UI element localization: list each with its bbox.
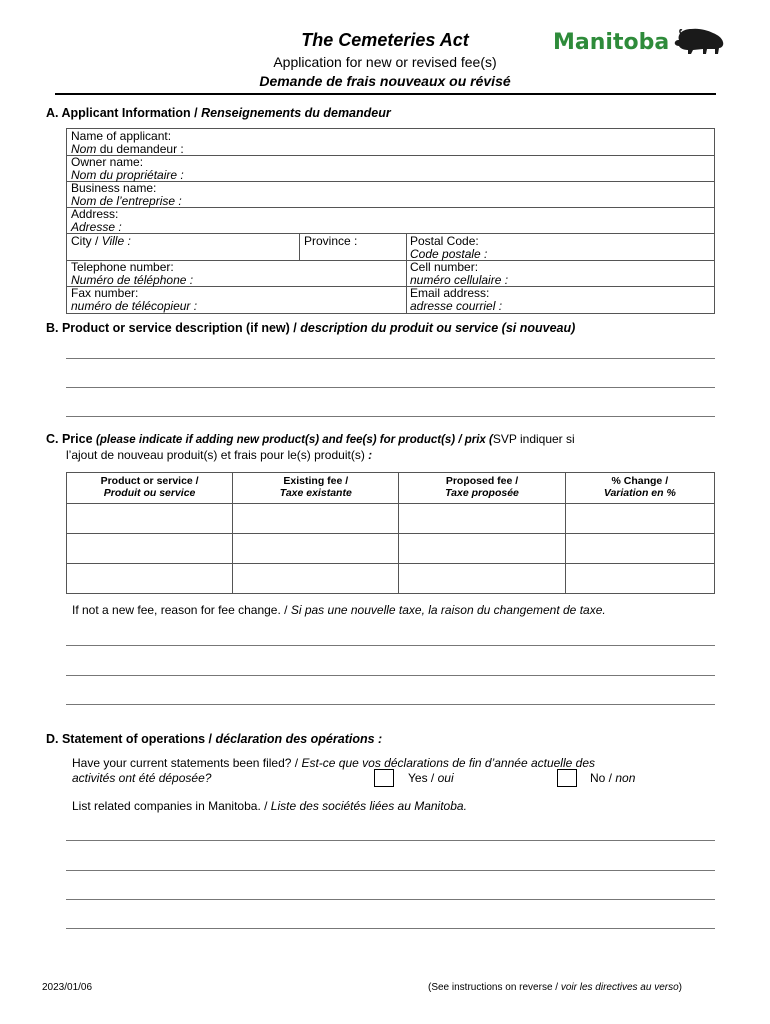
city-label-en: City / [71, 234, 99, 248]
section-c-heading-line2 [66, 449, 372, 462]
footer-note-en: (See instructions on reverse / [428, 982, 559, 993]
cell-label-en: Cell number: [410, 260, 479, 274]
section-d-heading-fr: déclaration des opérations : [215, 732, 383, 746]
business-label-fr: Nom de l’entreprise : [71, 194, 182, 208]
table-row [67, 504, 715, 534]
col-proposed-fr: Taxe proposée [445, 487, 519, 499]
form-title: The Cemeteries Act [301, 30, 469, 50]
table-cell[interactable] [399, 534, 565, 564]
table-cell[interactable] [233, 564, 399, 594]
cell-label-fr: numéro cellulaire : [410, 273, 509, 287]
logo-text: Manitoba [553, 30, 670, 55]
right-column-divider [406, 234, 407, 314]
phone-row[interactable] [67, 261, 714, 287]
description-line-3[interactable] [66, 416, 715, 417]
table-cell[interactable] [233, 504, 399, 534]
owner-label-en: Owner name: [71, 155, 144, 169]
fax-label-en: Fax number: [71, 286, 139, 300]
yes-label [408, 772, 454, 785]
footer-note-end: ) [678, 982, 683, 993]
address-label-en: Address: [71, 207, 119, 221]
city-label-fr: Ville : [101, 234, 131, 248]
section-b-heading-en: B. Product or service description (if new) / [46, 321, 297, 335]
section-c-heading-it: (please indicate if adding new product(s) and fee(s) for product(s) / prix ( [96, 434, 493, 446]
email-label-en: Email address: [410, 286, 490, 300]
col-existing-fr: Taxe existante [279, 487, 352, 499]
table-row [67, 564, 715, 594]
postal-label-en: Postal Code: [410, 234, 479, 248]
col-existing [233, 473, 399, 504]
list-label-en: List related companies in Manitoba. / [72, 799, 268, 813]
table-cell[interactable] [565, 534, 714, 564]
section-b-heading [46, 321, 575, 335]
business-label-en: Business name: [71, 181, 157, 195]
col-existing-en: Existing fee / [283, 475, 349, 487]
section-c-line2-text: l’ajout de nouveau produit(s) et frais pour le(s) produit(s) [66, 448, 365, 462]
table-cell[interactable] [233, 534, 399, 564]
col-change [565, 473, 714, 504]
col-product-fr: Produit ou service [103, 487, 196, 499]
table-cell[interactable] [399, 504, 565, 534]
name-label-fr-it: Nom [71, 142, 97, 156]
col-change-en: % Change / [611, 475, 669, 487]
postal-label-fr: Code postale : [410, 247, 488, 261]
name-label-en: Name of applicant: [71, 129, 172, 143]
address-row[interactable] [67, 208, 714, 234]
table-cell[interactable] [67, 564, 233, 594]
question-fr-1: Est-ce que vos déclarations de fin d’année actuelle des [301, 756, 595, 770]
form-date: 2023/01/06 [42, 982, 93, 993]
fax-label-fr: numéro de télécopieur : [71, 299, 198, 313]
city-divider [299, 234, 300, 261]
section-c-colon: : [368, 448, 373, 462]
name-label-fr: du demandeur : [99, 142, 184, 156]
city-row[interactable] [67, 234, 714, 261]
col-proposed [399, 473, 565, 504]
col-product-en: Product or service / [100, 475, 199, 487]
companies-line-1[interactable] [66, 840, 715, 841]
form-subtitle-en: Application for new or revised fee(s) [273, 54, 497, 70]
email-label-fr: adresse courriel : [410, 299, 503, 313]
no-label-en: No / [590, 771, 613, 785]
table-cell[interactable] [565, 504, 714, 534]
section-c-heading-prefix: C. Price [46, 432, 93, 446]
fax-row[interactable] [67, 287, 714, 313]
companies-line-3[interactable] [66, 899, 715, 900]
section-c-heading [46, 431, 726, 449]
phone-label-en: Telephone number: [71, 260, 174, 274]
col-proposed-en: Proposed fee / [445, 475, 519, 487]
description-line-1[interactable] [66, 358, 715, 359]
yes-label-fr: oui [437, 771, 454, 785]
yes-checkbox[interactable] [374, 769, 394, 787]
owner-label-fr: Nom du propriétaire : [71, 168, 184, 182]
list-label-fr: Liste des sociétés liées au Manitoba. [270, 799, 467, 813]
phone-label-fr: Numéro de téléphone : [71, 273, 194, 287]
business-row[interactable] [67, 182, 714, 208]
header-rule [55, 93, 716, 95]
reason-line-2[interactable] [66, 675, 715, 676]
table-cell[interactable] [565, 564, 714, 594]
no-checkbox[interactable] [557, 769, 577, 787]
question-en: Have your current statements been filed? / [72, 756, 299, 770]
form-subtitle-fr: Demande de frais nouveaux ou révisé [259, 73, 511, 89]
table-cell[interactable] [67, 504, 233, 534]
yes-label-en: Yes / [408, 771, 435, 785]
description-line-2[interactable] [66, 387, 715, 388]
footer-note-fr: voir les directives au verso [560, 982, 679, 993]
section-c-heading-rest: SVP indiquer si [492, 432, 575, 446]
col-product [67, 473, 233, 504]
companies-line-2[interactable] [66, 870, 715, 871]
footer-note [428, 982, 682, 993]
section-b-heading-fr: description du produit ou service (si nouveau) [300, 321, 576, 335]
col-change-fr: Variation en % [603, 487, 676, 499]
bison-icon [671, 26, 725, 56]
section-a-heading-fr: Renseignements du demandeur [201, 106, 391, 120]
price-table-header [67, 473, 715, 504]
section-d-heading [46, 732, 382, 746]
applicant-info-box [66, 128, 715, 314]
table-row [67, 534, 715, 564]
table-cell[interactable] [399, 564, 565, 594]
province-label: Province : [304, 234, 358, 248]
question-fr-2: activités ont été déposée? [72, 771, 212, 785]
reason-label-fr: Si pas une nouvelle taxe, la raison du changement de taxe. [290, 603, 606, 617]
no-label [590, 772, 635, 785]
related-companies-label [72, 800, 467, 813]
section-a-heading-en: A. Applicant Information / [46, 106, 198, 120]
owner-row[interactable] [67, 156, 714, 182]
table-cell[interactable] [67, 534, 233, 564]
no-label-fr: non [615, 771, 636, 785]
section-a-heading [46, 106, 391, 120]
reason-line-1[interactable] [66, 645, 715, 646]
section-d-heading-en: D. Statement of operations / [46, 732, 212, 746]
manitoba-logo [553, 26, 725, 56]
price-table [66, 472, 715, 594]
companies-line-4[interactable] [66, 928, 715, 929]
address-label-fr: Adresse : [71, 220, 122, 234]
reason-line-3[interactable] [66, 704, 715, 705]
fee-change-reason-label [72, 604, 606, 617]
name-row[interactable] [67, 129, 714, 156]
reason-label-en: If not a new fee, reason for fee change. / [72, 603, 288, 617]
